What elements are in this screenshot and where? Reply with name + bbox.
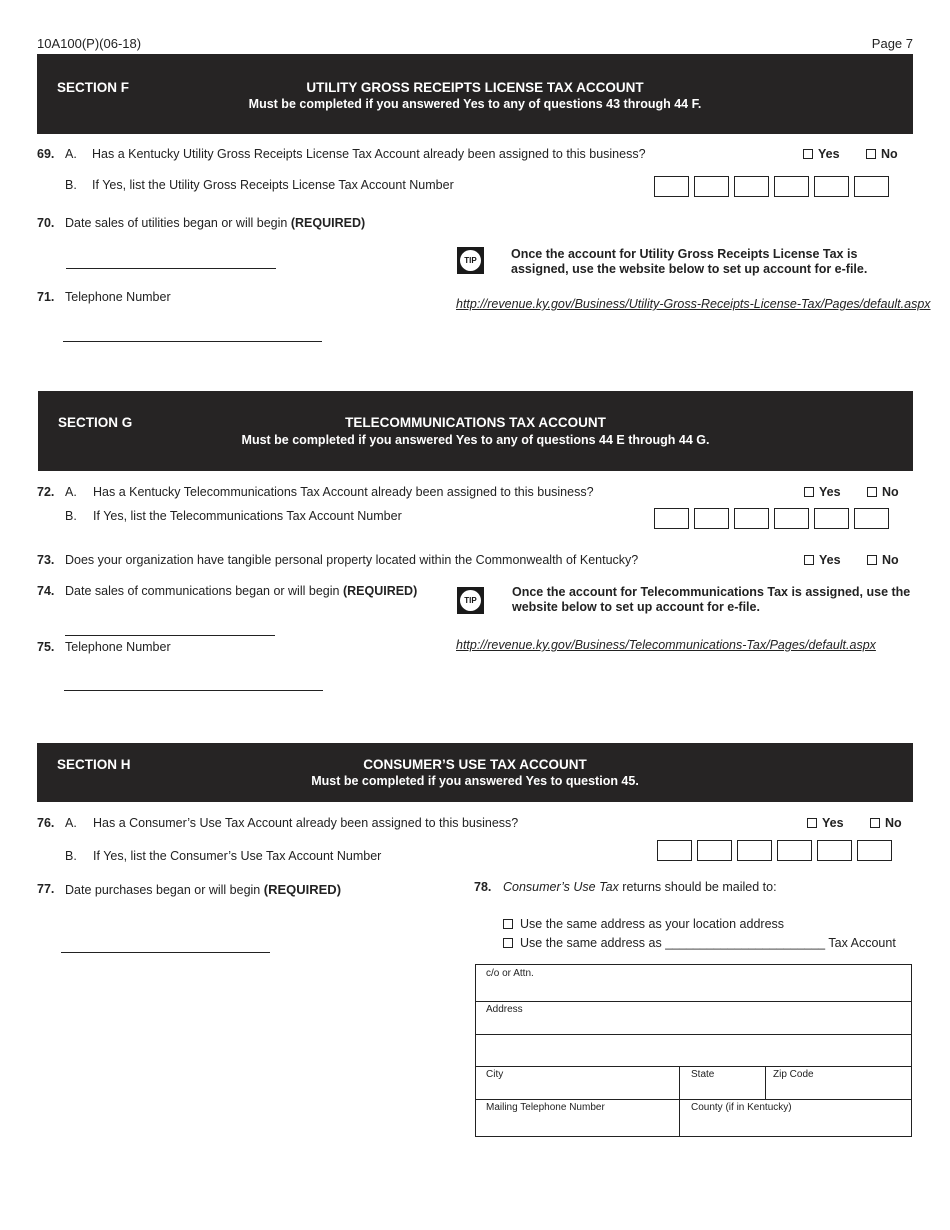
q69b-text: If Yes, list the Utility Gross Receipts License Tax Account Number — [92, 178, 454, 192]
q76-yes-option[interactable] — [807, 816, 844, 830]
checkbox-icon[interactable] — [804, 487, 814, 497]
q72-number: 72. — [37, 485, 55, 499]
q78-text: Consumer’s Use Tax returns should be mailed to: — [503, 880, 777, 894]
yes-label: Yes — [818, 147, 840, 161]
section-g-title: TELECOMMUNICATIONS TAX ACCOUNT — [345, 415, 606, 430]
q77-date-field[interactable] — [61, 952, 270, 953]
checkbox-icon[interactable] — [867, 487, 877, 497]
section-g-header — [38, 391, 913, 471]
section-h-title: CONSUMER’S USE TAX ACCOUNT — [363, 757, 587, 772]
q78-option-other-account[interactable]: Use the same address as _______________________ Tax Account — [503, 936, 896, 950]
section-f-header — [37, 54, 913, 134]
section-h-subtitle: Must be completed if you answered Yes to question 45. — [311, 774, 639, 788]
no-label: No — [881, 147, 898, 161]
grid-state-label: State — [691, 1069, 715, 1080]
tip-icon: TIP — [457, 247, 484, 274]
q76a-letter: A. — [65, 816, 77, 830]
q76-account-number-boxes[interactable] — [657, 840, 892, 861]
section-h-label: SECTION H — [57, 757, 131, 772]
checkbox-icon[interactable] — [503, 919, 513, 929]
q69a-text: Has a Kentucky Utility Gross Receipts License Tax Account already been assigned to this business? — [92, 147, 646, 161]
grid-phone-label: Mailing Telephone Number — [486, 1102, 605, 1113]
q69-account-number-boxes[interactable] — [654, 176, 889, 197]
form-id: 10A100(P)(06-18) — [37, 36, 142, 51]
section-f-tip-text: Once the account for Utility Gross Receipts License Tax is assigned, use the website below to set up account for e-file. — [511, 247, 868, 276]
grid-city-label: City — [486, 1069, 504, 1080]
section-g-tip-text: Once the account for Telecommunications Tax is assigned, use the website below to set up account for e-file. — [512, 585, 911, 614]
q78-option-location-address[interactable]: Use the same address as your location address — [503, 917, 784, 931]
q72-yes-option[interactable] — [804, 485, 841, 499]
q73-text: Does your organization have tangible personal property located within the Commonwealth of Kentucky? — [65, 553, 639, 567]
q71-telephone-field[interactable] — [63, 341, 322, 342]
q75-number: 75. — [37, 640, 55, 654]
q76b-text: If Yes, list the Consumer’s Use Tax Account Number — [93, 849, 382, 863]
yes-label: Yes — [819, 485, 841, 499]
q75-text: Telephone Number — [65, 640, 171, 654]
no-label: No — [882, 553, 899, 567]
no-label: No — [885, 816, 902, 830]
q73-number: 73. — [37, 553, 55, 567]
checkbox-icon[interactable] — [807, 818, 817, 828]
q76b-letter: B. — [65, 849, 77, 863]
section-g-link[interactable]: http://revenue.ky.gov/Business/Telecommunications-Tax/Pages/default.aspx — [456, 638, 876, 652]
page-number: Page 7 — [871, 36, 913, 51]
q75-telephone-field[interactable] — [64, 690, 323, 691]
mailing-address-grid — [475, 964, 912, 1137]
grid-address-label: Address — [486, 1004, 523, 1015]
q73-no-option[interactable] — [867, 553, 899, 567]
q69-no-option[interactable] — [866, 147, 898, 161]
q70-date-field[interactable] — [66, 268, 276, 269]
q71-text: Telephone Number — [65, 290, 171, 304]
q69-yes-option[interactable] — [803, 147, 840, 161]
q73-yes-option[interactable] — [804, 553, 841, 567]
q72b-letter: B. — [65, 509, 77, 523]
q69b-letter: B. — [65, 178, 77, 192]
section-g-label: SECTION G — [58, 415, 133, 430]
section-f-link[interactable]: http://revenue.ky.gov/Business/Utility-Gross-Receipts-License-Tax/Pages/default.aspx — [456, 297, 931, 311]
section-h-header — [37, 743, 913, 802]
q77-text: Date purchases began or will begin (REQUIRED) — [65, 882, 342, 897]
q70-text: Date sales of utilities began or will begin (REQUIRED) — [65, 216, 366, 230]
yes-label: Yes — [822, 816, 844, 830]
tip-icon: TIP — [457, 587, 484, 614]
q72a-text: Has a Kentucky Telecommunications Tax Account already been assigned to this business? — [93, 485, 594, 499]
grid-co-label: c/o or Attn. — [486, 968, 534, 979]
checkbox-icon[interactable] — [503, 938, 513, 948]
section-f-label: SECTION F — [57, 80, 130, 95]
q69a-letter: A. — [65, 147, 77, 161]
q78-number: 78. — [474, 880, 492, 894]
checkbox-icon[interactable] — [803, 149, 813, 159]
grid-county-label: County (if in Kentucky) — [691, 1102, 792, 1113]
checkbox-icon[interactable] — [804, 555, 814, 565]
q76-number: 76. — [37, 816, 55, 830]
grid-zip-label: Zip Code — [773, 1069, 814, 1080]
q70-number: 70. — [37, 216, 55, 230]
section-f-title: UTILITY GROSS RECEIPTS LICENSE TAX ACCOUNT — [306, 80, 644, 95]
q72-account-number-boxes[interactable] — [654, 508, 889, 529]
q72-no-option[interactable] — [867, 485, 899, 499]
q72a-letter: A. — [65, 485, 77, 499]
q71-number: 71. — [37, 290, 55, 304]
yes-label: Yes — [819, 553, 841, 567]
no-label: No — [882, 485, 899, 499]
q74-date-field[interactable] — [65, 635, 275, 636]
section-g-subtitle: Must be completed if you answered Yes to any of questions 44 E through 44 G. — [241, 433, 710, 447]
q69-number: 69. — [37, 147, 55, 161]
checkbox-icon[interactable] — [867, 555, 877, 565]
q72b-text: If Yes, list the Telecommunications Tax Account Number — [93, 509, 402, 523]
q76-no-option[interactable] — [870, 816, 902, 830]
section-f-subtitle: Must be completed if you answered Yes to any of questions 43 through 44 F. — [248, 97, 702, 111]
q74-text: Date sales of communications began or will begin (REQUIRED) — [65, 584, 418, 598]
q76a-text: Has a Consumer’s Use Tax Account already been assigned to this business? — [93, 816, 519, 830]
checkbox-icon[interactable] — [866, 149, 876, 159]
q74-number: 74. — [37, 584, 55, 598]
q77-number: 77. — [37, 882, 55, 896]
checkbox-icon[interactable] — [870, 818, 880, 828]
